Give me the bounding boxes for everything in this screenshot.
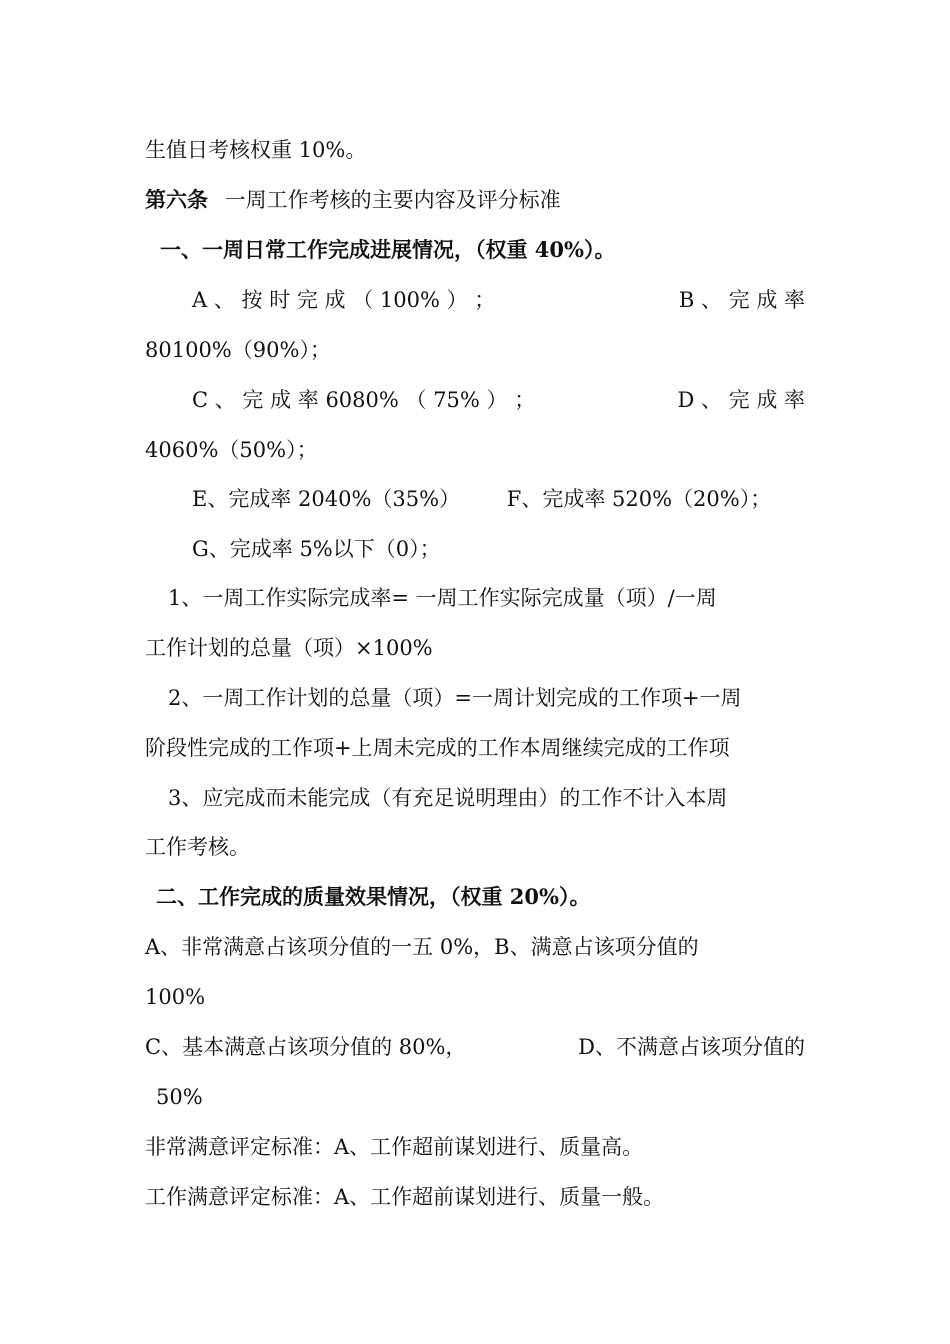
paragraph-line: 生值日考核权重 10%。 xyxy=(145,138,367,162)
option-f: F、完成率 520%（20%）； xyxy=(506,487,772,511)
paragraph-line: 3、应完成而未能完成（有充足说明理由）的工作不计入本周 xyxy=(168,786,728,810)
option-d-continued: 4060%（50%）； xyxy=(145,438,318,462)
rating-c: C、基本满意占该项分值的 80%， xyxy=(145,1035,467,1059)
paragraph-line: 阶段性完成的工作项+上周未完成的工作本周继续完成的工作项 xyxy=(145,736,730,760)
option-row xyxy=(145,1032,805,1062)
paragraph-line: 工作考核。 xyxy=(145,835,250,859)
rating-d: D、不满意占该项分值的 xyxy=(578,1035,805,1059)
option-d: D 、 完 成 率 xyxy=(677,388,805,412)
option-row xyxy=(192,484,771,514)
paragraph-line: 1、一周工作实际完成率= 一周工作实际完成量（项）/一周 xyxy=(168,586,717,610)
article-number: 第六条 xyxy=(145,187,208,212)
paragraph-line: 工作计划的总量（项）×100% xyxy=(145,636,433,660)
paragraph-line: 非常满意评定标准：A、工作超前谋划进行、质量高。 xyxy=(145,1135,644,1159)
option-row xyxy=(192,385,805,415)
paragraph-line: 2、一周工作计划的总量（项）=一周计划完成的工作项+一周 xyxy=(168,686,742,710)
paragraph-line: 100% xyxy=(145,985,206,1009)
paragraph-line: 50% xyxy=(156,1085,203,1109)
paragraph-line: A、非常满意占该项分值的一五 0%，B、满意占该项分值的 xyxy=(145,935,699,959)
option-row xyxy=(192,285,805,315)
section-heading-2: 二、工作完成的质量效果情况，（权重 20%）。 xyxy=(156,884,591,909)
section-heading-1: 一、一周日常工作完成进展情况，（权重 40%）。 xyxy=(160,237,616,262)
option-c: C 、 完 成 率 6080% （ 75% ） ； xyxy=(192,388,536,412)
article-heading xyxy=(145,185,561,215)
option-b: B 、 完 成 率 xyxy=(678,288,805,312)
option-b-continued: 80100%（90%）； xyxy=(145,338,331,362)
option-e: E、完成率 2040%（35%） xyxy=(192,487,461,511)
option-a: A 、 按 时 完 成 （ 100% ） ； xyxy=(192,288,496,312)
paragraph-line: 工作满意评定标准：A、工作超前谋划进行、质量一般。 xyxy=(145,1185,665,1209)
article-title: 一周工作考核的主要内容及评分标准 xyxy=(224,188,561,212)
option-g: G、完成率 5%以下（0）； xyxy=(192,537,441,561)
